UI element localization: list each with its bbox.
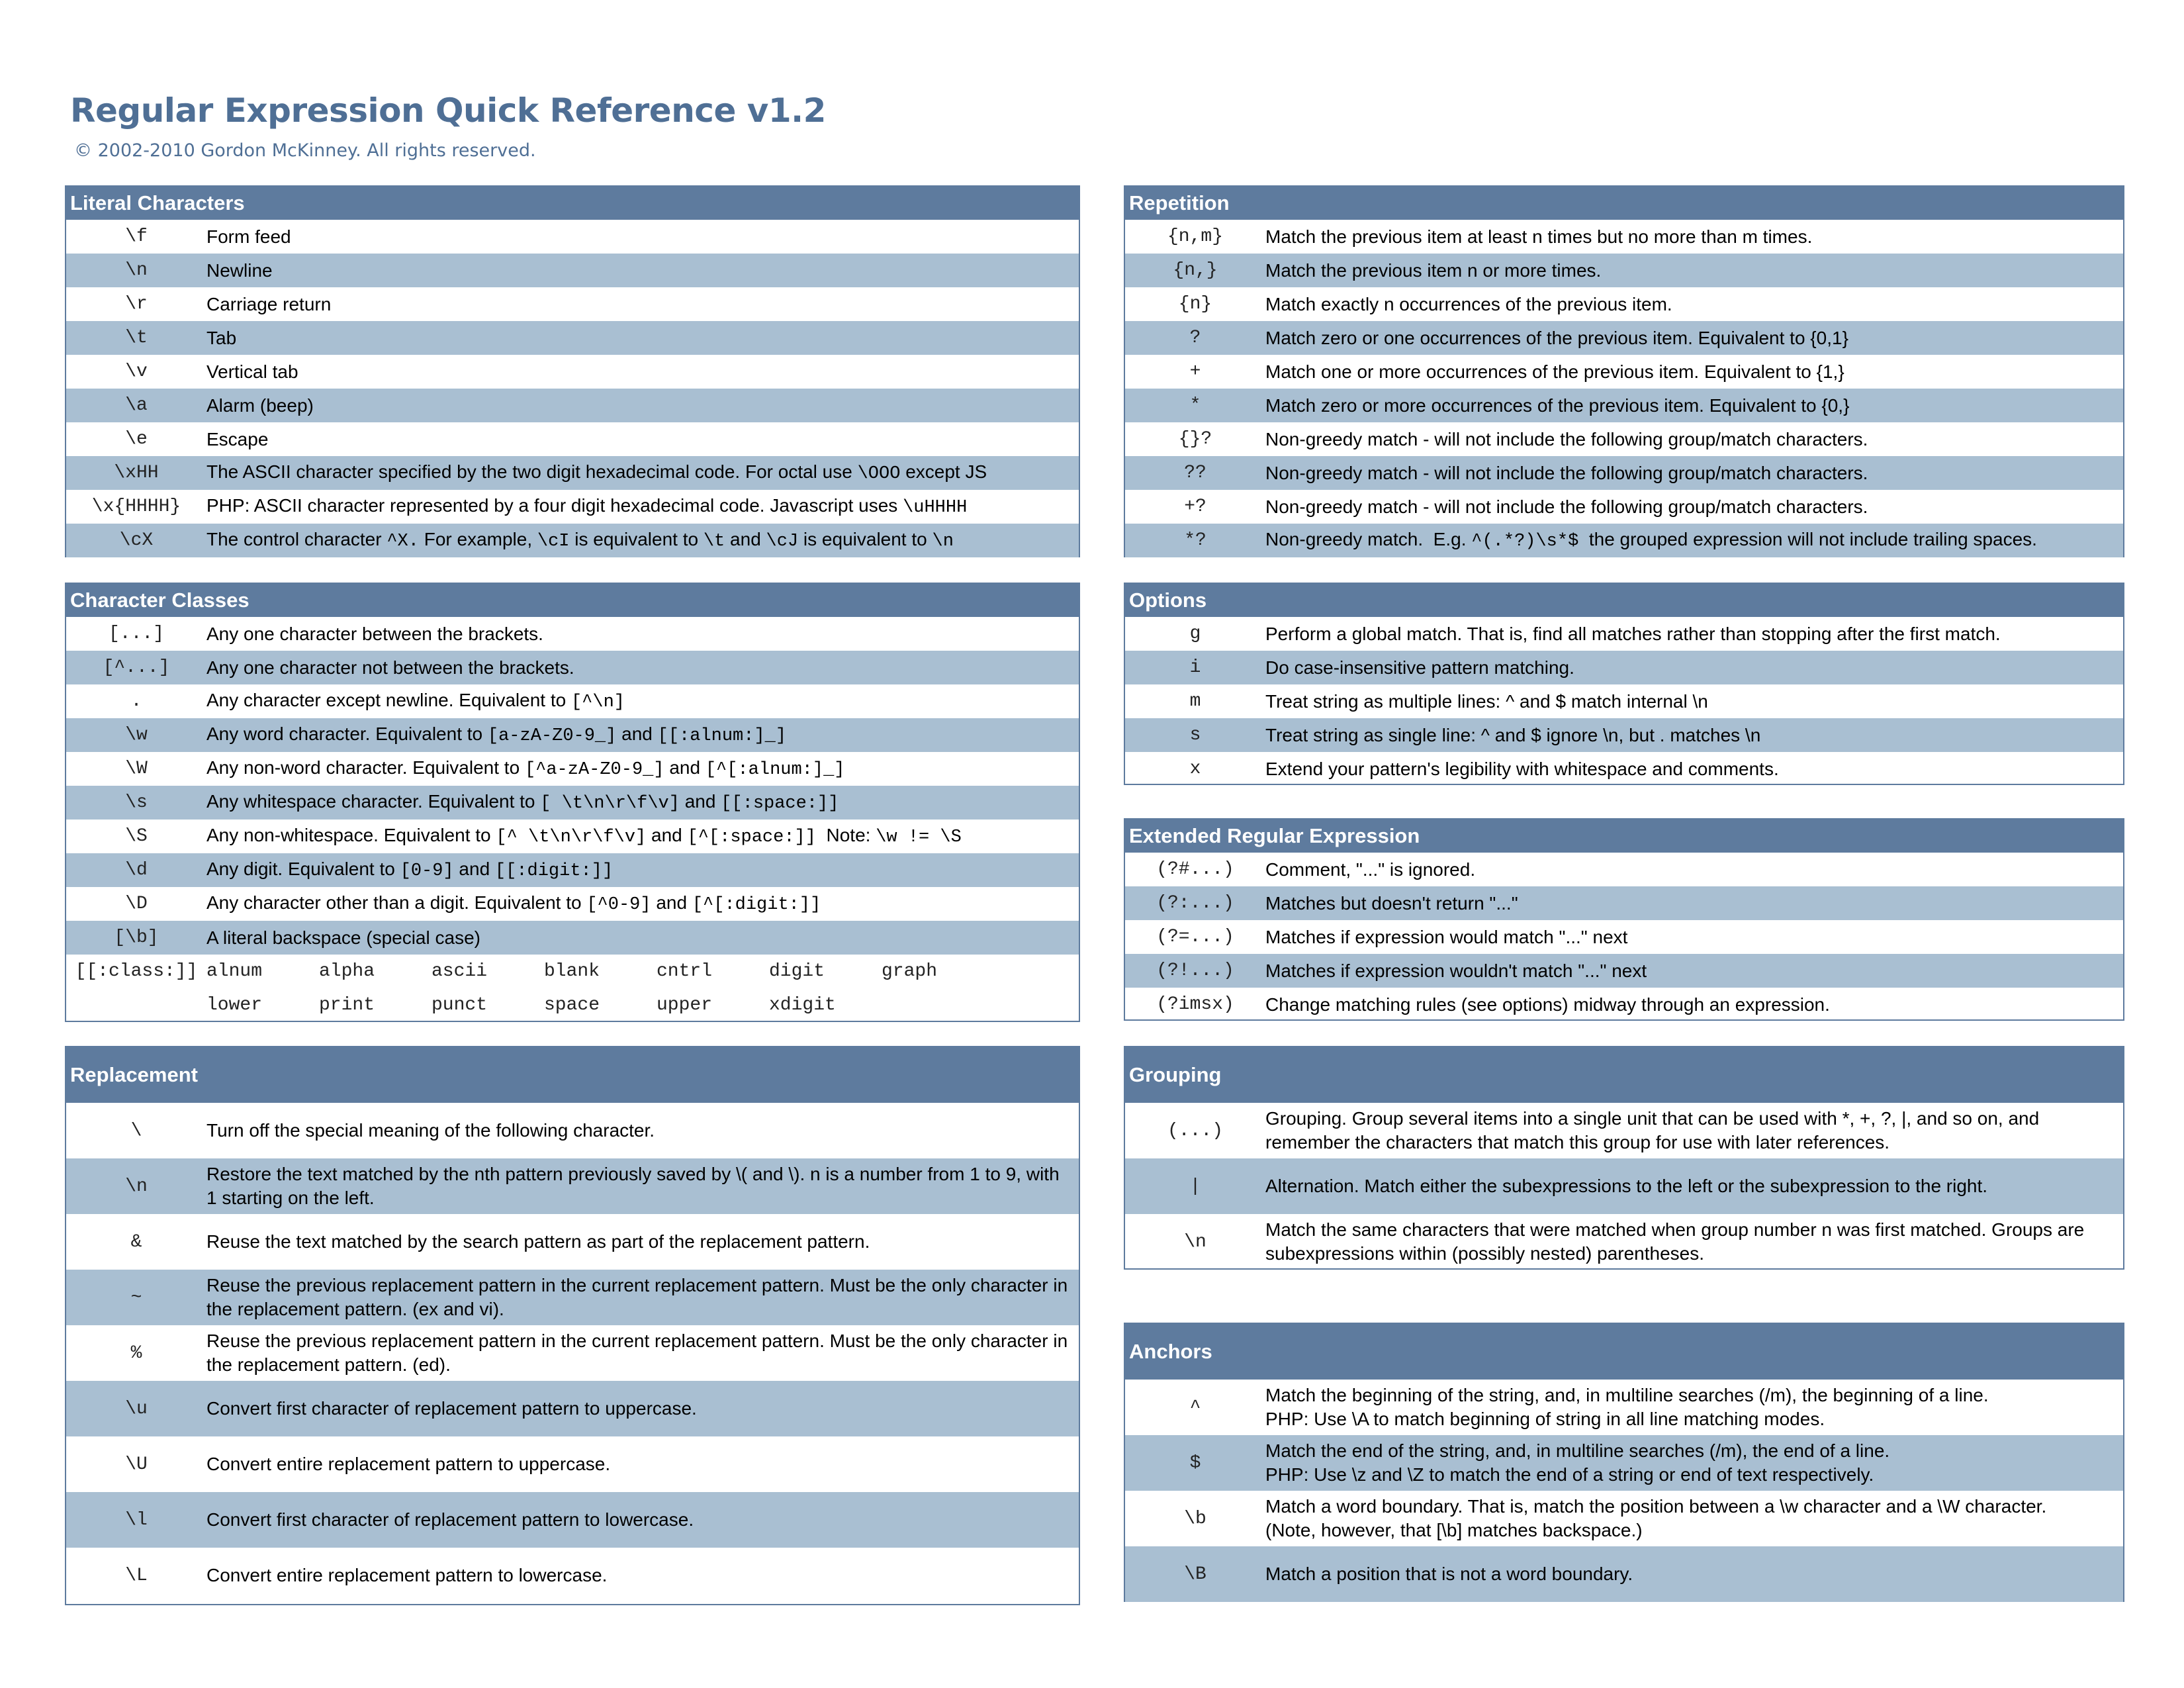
class-name: blank: [544, 961, 600, 982]
desc-text: is equivalent to: [569, 529, 704, 549]
desc-text: Any character except newline. Equivalent to: [206, 690, 571, 710]
code-inline: [^[:space:]]: [687, 827, 816, 847]
desc-cell: Vertical tab: [206, 361, 298, 382]
code-inline: [[:alnum:]_]: [657, 726, 787, 746]
character-classes-header: Character Classes: [66, 584, 1079, 617]
page-title: Regular Expression Quick Reference v1.2: [70, 91, 826, 130]
code-cell: [...]: [108, 624, 164, 644]
table-row: [1125, 684, 2123, 718]
desc-cell: Treat string as multiple lines: ^ and $ match internal \n: [1265, 690, 1708, 712]
desc-cell: Restore the text matched by the nth pattern previously saved by \( and \). n is a number from 1 to 9, with 1 starting on the left.: [206, 1164, 1060, 1208]
desc-cell: [1265, 1495, 2123, 1542]
desc-cell: Non-greedy match - will not include the following group/match characters.: [1265, 428, 1868, 449]
desc-cell: [206, 528, 1079, 553]
table-row: [1125, 1435, 2123, 1491]
code-cell: {}?: [1178, 429, 1212, 449]
desc-text: and: [651, 892, 692, 913]
code-cell: ~: [130, 1287, 142, 1308]
code-cell: \U: [125, 1454, 148, 1475]
code-inline: \t: [703, 532, 725, 551]
desc-cell: Matches if expression would match "..." next: [1265, 926, 1628, 947]
desc-line: Match the beginning of the string, and, in multiline searches (/m), the beginning of a line.: [1265, 1385, 1989, 1405]
code-cell: m: [1189, 691, 1201, 712]
code-cell: \S: [125, 826, 148, 847]
class-name: punct: [432, 995, 488, 1015]
table-row: [66, 287, 1079, 321]
desc-cell: [206, 790, 1079, 816]
desc-text: and: [725, 529, 766, 549]
desc-cell: Escape: [206, 428, 269, 449]
desc-cell: Change matching rules (see options) midway through an expression.: [1265, 994, 1830, 1015]
code-cell: \v: [125, 361, 148, 382]
class-name: space: [544, 995, 600, 1015]
code-inline: ^X.: [387, 532, 419, 551]
table-row: [66, 684, 1079, 718]
replacement-header: Replacement: [66, 1047, 1079, 1103]
anchors-section: [1124, 1323, 2124, 1602]
class-name: cntrl: [657, 961, 713, 982]
code-cell: (?imsx): [1156, 994, 1234, 1015]
desc-cell: Tab: [206, 327, 237, 348]
class-names-list: [206, 961, 994, 982]
code-inline: [^a-zA-Z0-9_]: [524, 760, 664, 780]
code-inline: \uHHHH: [903, 498, 968, 518]
table-row: [1125, 220, 2123, 254]
desc-cell: Non-greedy match - will not include the following group/match characters.: [1265, 462, 1868, 483]
class-name: print: [319, 995, 375, 1015]
code-cell: \u: [125, 1398, 148, 1419]
desc-cell: Grouping. Group several items into a single unit that can be used with *, +, ?, |, and so on, and remember the characters that match this group for use with later references.: [1265, 1108, 2040, 1152]
code-cell: \t: [125, 328, 148, 348]
table-row: [66, 1436, 1079, 1492]
table-row: [66, 1214, 1079, 1270]
table-row: [66, 254, 1079, 287]
code-cell: \e: [125, 429, 148, 449]
code-cell: \L: [125, 1565, 148, 1586]
code-cell: \a: [125, 395, 148, 416]
table-row: [66, 651, 1079, 684]
desc-cell: Match one or more occurrences of the previous item. Equivalent to {1,}: [1265, 361, 1844, 382]
code-cell: \D: [125, 894, 148, 914]
desc-text: Any non-word character. Equivalent to: [206, 757, 525, 778]
desc-text: Any character other than a digit. Equivalent to: [206, 892, 587, 913]
code-cell: ?: [1189, 328, 1201, 348]
desc-text: and: [616, 724, 658, 744]
table-row: [66, 456, 1079, 490]
desc-text: Non-greedy match. E.g.: [1265, 529, 1472, 549]
code-cell: |: [1189, 1176, 1201, 1197]
class-names-list: [206, 995, 882, 1015]
desc-text: Any whitespace character. Equivalent to: [206, 791, 541, 812]
desc-text: except JS: [900, 461, 987, 482]
code-cell: i: [1189, 657, 1201, 678]
table-row: [66, 1103, 1079, 1158]
table-row: [66, 1548, 1079, 1603]
desc-line: Match the end of the string, and, in multiline searches (/m), the end of a line.: [1265, 1440, 1890, 1461]
desc-cell: Alternation. Match either the subexpressions to the left or the subexpression to the right.: [1265, 1176, 1988, 1196]
class-name: ascii: [432, 961, 488, 982]
desc-cell: Convert entire replacement pattern to uppercase.: [206, 1454, 611, 1474]
desc-text: and: [679, 791, 721, 812]
code-cell: {n}: [1178, 294, 1212, 314]
table-row: [1125, 954, 2123, 988]
desc-text: is equivalent to: [798, 529, 933, 549]
desc-cell: Match zero or more occurrences of the previous item. Equivalent to {0,}: [1265, 395, 1850, 416]
desc-cell: Alarm (beep): [206, 395, 314, 416]
code-cell: \B: [1184, 1564, 1206, 1585]
code-cell: {n,m}: [1167, 226, 1223, 247]
desc-cell: [206, 494, 1079, 520]
table-row: [1125, 355, 2123, 389]
class-names-row: [66, 955, 1079, 988]
code-cell: \W: [125, 759, 148, 779]
table-row: [1125, 651, 2123, 684]
literal-characters-section: [65, 185, 1080, 557]
repetition-section: [1124, 185, 2124, 557]
code-cell: *?: [1184, 530, 1206, 551]
desc-text: Note:: [815, 825, 876, 845]
table-row: [66, 1158, 1079, 1214]
code-cell: (...): [1167, 1120, 1223, 1141]
table-row: [1125, 254, 2123, 287]
table-row: [1125, 886, 2123, 920]
desc-cell: Matches but doesn't return "...": [1265, 892, 1518, 914]
code-cell: (?:...): [1156, 893, 1234, 914]
table-row: [66, 321, 1079, 355]
table-row: [1125, 287, 2123, 321]
class-names-row: [66, 988, 1079, 1022]
table-row: [66, 389, 1079, 422]
code-inline: \w != \S: [876, 827, 962, 847]
code-cell: \b: [1184, 1508, 1206, 1529]
code-inline: [a-zA-Z0-9_]: [487, 726, 617, 746]
replacement-section: [65, 1046, 1080, 1605]
table-row: [1125, 920, 2123, 954]
desc-cell: Matches if expression wouldn't match "..." next: [1265, 960, 1647, 981]
table-row: [1125, 718, 2123, 752]
code-cell: *: [1189, 395, 1201, 416]
class-name: xdigit: [769, 995, 836, 1015]
code-cell: [^...]: [103, 657, 170, 678]
code-cell: [[:class:]]: [75, 961, 198, 982]
code-cell: %: [130, 1342, 142, 1364]
desc-text: and: [453, 859, 495, 879]
class-name: upper: [657, 995, 713, 1015]
code-cell: \cX: [119, 530, 154, 551]
desc-cell: Match a position that is not a word boundary.: [1265, 1564, 1633, 1584]
desc-line: PHP: Use \z and \Z to match the end of a string or end of text respectively.: [1265, 1464, 1874, 1485]
desc-cell: Newline: [206, 259, 273, 281]
desc-cell: Any one character not between the brackets.: [206, 657, 574, 678]
desc-cell: Any one character between the brackets.: [206, 623, 543, 644]
desc-cell: Comment, "..." is ignored.: [1265, 859, 1476, 880]
code-cell: (?#...): [1156, 859, 1234, 880]
code-inline: [^[:alnum:]_]: [705, 760, 845, 780]
code-inline: [0-9]: [400, 861, 454, 881]
code-cell: [\b]: [114, 927, 159, 948]
table-row: [1125, 1214, 2123, 1270]
grouping-section: [1124, 1046, 2124, 1270]
table-row: [1125, 988, 2123, 1021]
desc-cell: [206, 857, 1079, 883]
desc-cell: Reuse the text matched by the search pattern as part of the replacement pattern.: [206, 1231, 870, 1252]
code-inline: ^(.*?)\s*$: [1471, 532, 1579, 551]
options-header: Options: [1125, 584, 2123, 617]
desc-text: Any word character. Equivalent to: [206, 724, 488, 744]
desc-cell: Match the same characters that were matched when group number n was first matched. Groups are subexpressions within (possibly nested) parentheses.: [1265, 1219, 2085, 1264]
desc-cell: Non-greedy match - will not include the following group/match characters.: [1265, 496, 1868, 517]
code-cell: x: [1189, 759, 1201, 779]
options-section: [1124, 583, 2124, 785]
table-row: [1125, 853, 2123, 886]
desc-cell: Perform a global match. That is, find all matches rather than stopping after the first match.: [1265, 623, 2001, 644]
desc-text: Any non-whitespace. Equivalent to: [206, 825, 496, 845]
code-inline: [ \t\n\r\f\v]: [540, 794, 680, 814]
table-row: [66, 220, 1079, 254]
desc-cell: Match zero or one occurrences of the previous item. Equivalent to {0,1}: [1265, 327, 1848, 348]
code-inline: [[:digit:]]: [494, 861, 614, 881]
desc-text: Any digit. Equivalent to: [206, 859, 400, 879]
desc-cell: Match the previous item at least n times but no more than m times.: [1265, 226, 1813, 247]
table-row: [1125, 422, 2123, 456]
desc-text: The control character: [206, 529, 387, 549]
desc-cell: [1265, 528, 2123, 553]
desc-cell: Treat string as single line: ^ and $ ignore \n, but . matches \n: [1265, 724, 1761, 745]
desc-cell: Do case-insensitive pattern matching.: [1265, 657, 1574, 678]
desc-cell: [1265, 1439, 2123, 1487]
code-inline: [^ \t\n\r\f\v]: [496, 827, 647, 847]
code-inline: \cI: [537, 532, 570, 551]
table-row: [66, 853, 1079, 887]
code-cell: s: [1189, 725, 1201, 745]
class-name: digit: [769, 961, 825, 982]
table-row: [66, 524, 1079, 557]
desc-cell: Match exactly n occurrences of the previous item.: [1265, 293, 1672, 314]
code-inline: \OOO: [857, 464, 901, 484]
code-inline: [^0-9]: [586, 895, 651, 915]
class-name: lower: [206, 995, 263, 1015]
code-cell: ^: [1189, 1397, 1201, 1418]
code-cell: \x{HHHH}: [91, 496, 181, 517]
code-cell: \xHH: [114, 463, 159, 483]
table-row: [66, 355, 1079, 389]
code-cell: ??: [1184, 463, 1206, 483]
repetition-header: Repetition: [1125, 187, 2123, 220]
code-cell: +: [1189, 361, 1201, 382]
code-cell: \: [130, 1120, 142, 1141]
code-cell: \r: [125, 294, 148, 314]
desc-cell: Turn off the special meaning of the following character.: [206, 1120, 655, 1141]
table-row: [1125, 321, 2123, 355]
desc-line: (Note, however, that [\b] matches backspace.): [1265, 1520, 1643, 1540]
table-row: [1125, 1546, 2123, 1602]
table-row: [66, 617, 1079, 651]
table-row: [1125, 456, 2123, 490]
code-cell: (?!...): [1156, 961, 1234, 981]
code-cell: \d: [125, 860, 148, 880]
character-classes-section: [65, 583, 1080, 1022]
desc-cell: A literal backspace (special case): [206, 927, 480, 948]
desc-text: For example,: [418, 529, 537, 549]
desc-cell: [206, 756, 1079, 782]
table-row: [66, 752, 1079, 786]
code-cell: g: [1189, 624, 1201, 644]
anchors-header: Anchors: [1125, 1324, 2123, 1380]
table-row: [66, 422, 1079, 456]
code-cell: {n,}: [1173, 260, 1218, 281]
extended-regex-header: Extended Regular Expression: [1125, 820, 2123, 853]
table-row: [1125, 617, 2123, 651]
table-row: [66, 820, 1079, 853]
table-row: [66, 921, 1079, 955]
code-cell: \n: [125, 260, 148, 281]
desc-cell: [206, 460, 1079, 486]
desc-text: and: [664, 757, 705, 778]
code-inline: [^\n]: [570, 692, 625, 712]
desc-cell: Reuse the previous replacement pattern in the current replacement pattern. Must be the only character in the replacement pattern. (ed).: [206, 1331, 1068, 1375]
desc-cell: Carriage return: [206, 293, 332, 314]
copyright-notice: © 2002-2010 Gordon McKinney. All rights reserved.: [74, 140, 536, 161]
class-name: graph: [882, 961, 938, 982]
desc-cell: Match the previous item n or more times.: [1265, 259, 1602, 281]
table-row: [1125, 490, 2123, 524]
code-cell: \n: [125, 1176, 148, 1197]
desc-text: and: [646, 825, 688, 845]
table-row: [66, 887, 1079, 921]
table-row: [1125, 1380, 2123, 1435]
code-cell: \n: [1184, 1231, 1206, 1252]
desc-text: the grouped expression will not include trailing spaces.: [1578, 529, 2037, 549]
table-row: [66, 1492, 1079, 1548]
desc-cell: Convert first character of replacement pattern to uppercase.: [206, 1398, 697, 1419]
desc-cell: Extend your pattern's legibility with whitespace and comments.: [1265, 758, 1779, 779]
code-cell: $: [1189, 1452, 1201, 1474]
table-row: [1125, 1158, 2123, 1214]
code-cell: (?=...): [1156, 927, 1234, 947]
desc-cell: [1265, 1383, 2123, 1431]
grouping-header: Grouping: [1125, 1047, 2123, 1103]
desc-text: PHP: ASCII character represented by a four digit hexadecimal code. Javascript uses: [206, 495, 903, 516]
table-row: [1125, 1491, 2123, 1546]
table-row: [1125, 1103, 2123, 1158]
desc-cell: [206, 823, 1079, 849]
extended-regex-section: [1124, 818, 2124, 1021]
table-row: [66, 786, 1079, 820]
desc-cell: [206, 688, 1079, 714]
desc-text: The ASCII character specified by the two digit hexadecimal code. For octal use: [206, 461, 858, 482]
code-cell: \s: [125, 792, 148, 813]
table-row: [66, 1381, 1079, 1436]
code-cell: &: [130, 1231, 142, 1252]
class-name: alnum: [206, 961, 263, 982]
table-row: [66, 718, 1079, 752]
code-cell: .: [130, 691, 142, 712]
code-cell: \f: [125, 226, 148, 247]
desc-line: Match a word boundary. That is, match the position between a \w character and a \W character.: [1265, 1496, 2047, 1517]
code-cell: \l: [125, 1509, 148, 1530]
desc-cell: Form feed: [206, 226, 291, 247]
desc-line: PHP: Use \A to match beginning of string in all line matching modes.: [1265, 1409, 1825, 1429]
class-name: alpha: [319, 961, 375, 982]
desc-cell: [206, 891, 1079, 917]
code-inline: \n: [932, 532, 954, 551]
desc-cell: Convert entire replacement pattern to lowercase.: [206, 1565, 608, 1585]
table-row: [1125, 524, 2123, 557]
table-row: [66, 1325, 1079, 1381]
table-row: [66, 1270, 1079, 1325]
desc-cell: Convert first character of replacement pattern to lowercase.: [206, 1509, 694, 1530]
code-inline: [[:space:]]: [721, 794, 839, 814]
code-cell: \w: [125, 725, 148, 745]
code-cell: +?: [1184, 496, 1206, 517]
desc-cell: Reuse the previous replacement pattern in the current replacement pattern. Must be the only character in the replacement pattern. (ex and vi).: [206, 1275, 1068, 1319]
desc-cell: [206, 722, 1079, 748]
code-inline: \cJ: [766, 532, 799, 551]
table-row: [1125, 752, 2123, 786]
table-row: [66, 490, 1079, 524]
table-row: [1125, 389, 2123, 422]
literal-characters-header: Literal Characters: [66, 187, 1079, 220]
code-inline: [^[:digit:]]: [692, 895, 821, 915]
